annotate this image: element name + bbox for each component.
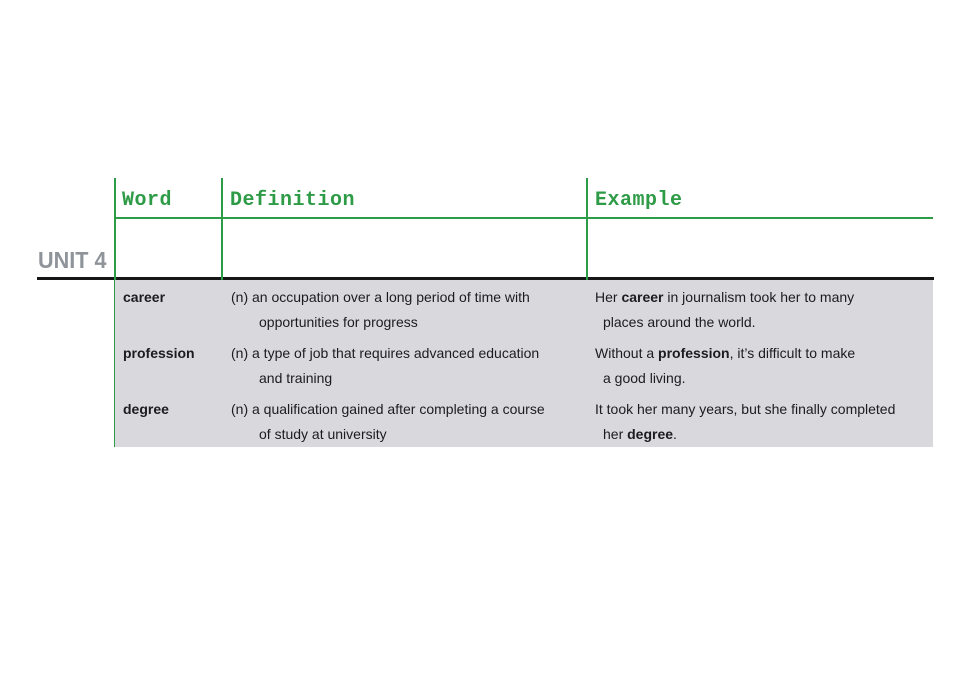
example-text: . — [673, 426, 677, 442]
header-example: Example — [595, 189, 683, 212]
definition-line: opportunities for progress — [259, 314, 418, 330]
definition-line: (n) an occupation over a long period of time with — [231, 289, 530, 305]
example-text: her — [603, 426, 628, 442]
header-definition: Definition — [230, 189, 356, 212]
example-text: in journalism took her to many — [663, 289, 855, 305]
table-body — [115, 280, 933, 447]
table-row — [115, 397, 933, 447]
definition-line: (n) a type of job that requires advanced education — [231, 345, 540, 361]
example-line — [603, 310, 933, 335]
table-row — [115, 285, 933, 335]
example-text: places around the world. — [603, 314, 756, 330]
example-text: Without a — [595, 345, 659, 361]
example-line — [603, 422, 933, 447]
definition-cell — [222, 397, 587, 447]
example-cell — [587, 285, 933, 335]
word-cell: career — [123, 289, 166, 305]
definition-line: of study at university — [259, 426, 387, 442]
unit-label: UNIT 4 — [38, 247, 107, 273]
example-line — [595, 285, 933, 310]
example-keyword: career — [621, 289, 664, 305]
definition-cell — [222, 285, 587, 335]
word-cell: degree — [123, 401, 169, 417]
definition-line: and training — [259, 370, 333, 386]
table-row — [115, 341, 933, 391]
example-cell — [587, 397, 933, 447]
example-keyword: profession — [658, 345, 730, 361]
example-line — [595, 341, 933, 366]
example-text: a good living. — [603, 370, 686, 386]
example-keyword: degree — [627, 426, 674, 442]
definition-cell — [222, 341, 587, 391]
example-line — [603, 366, 933, 391]
header-word: Word — [122, 189, 173, 212]
header-rule — [115, 217, 933, 219]
example-text: Her — [595, 289, 622, 305]
example-text: , it’s difficult to make — [729, 345, 856, 361]
example-line — [595, 397, 933, 422]
definition-line: (n) a qualification gained after completing a course — [231, 401, 545, 417]
example-text: It took her many years, but she finally completed — [595, 401, 896, 417]
example-cell — [587, 341, 933, 391]
word-cell: profession — [123, 345, 195, 361]
